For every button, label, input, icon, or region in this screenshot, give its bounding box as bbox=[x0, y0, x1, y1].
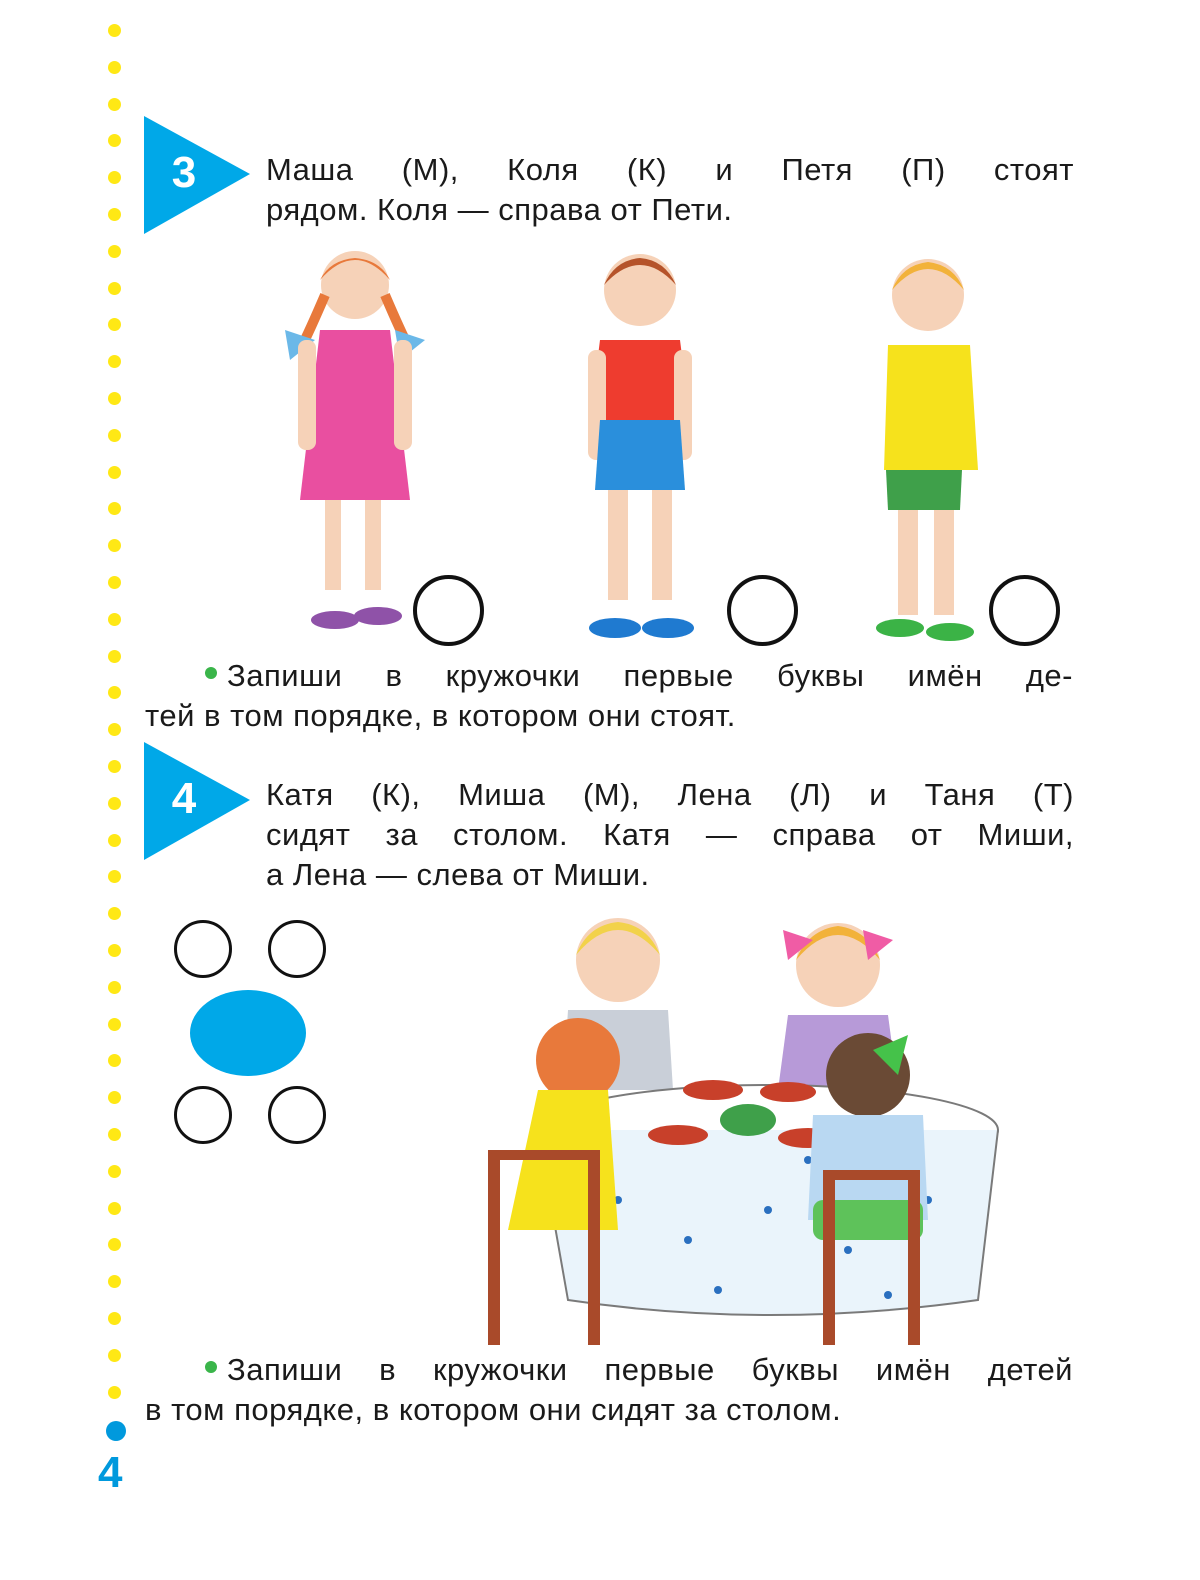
margin-dot bbox=[108, 208, 121, 221]
margin-dot bbox=[108, 1054, 121, 1067]
margin-dot bbox=[108, 1238, 121, 1251]
bullet-dot-icon bbox=[205, 1361, 217, 1373]
page-number-dot bbox=[106, 1421, 126, 1441]
answer-circle[interactable] bbox=[174, 920, 232, 978]
instruction-line: Запиши в кружочки первые буквы имён детей bbox=[227, 1352, 1073, 1387]
margin-dot bbox=[108, 760, 121, 773]
margin-dot bbox=[108, 98, 121, 111]
task-number: 3 bbox=[171, 148, 197, 197]
margin-dot bbox=[108, 907, 121, 920]
answer-circle[interactable] bbox=[268, 1086, 326, 1144]
task-3-text bbox=[266, 150, 1074, 230]
margin-dot bbox=[108, 1386, 121, 1399]
margin-dot bbox=[108, 650, 121, 663]
boy-kolya-figure bbox=[588, 254, 694, 638]
margin-dot bbox=[108, 502, 121, 515]
margin-dot bbox=[108, 576, 121, 589]
margin-dot bbox=[108, 171, 121, 184]
text-line: сидят за столом. Катя — справа от Миши, bbox=[266, 817, 1074, 852]
margin-dot bbox=[108, 1128, 121, 1141]
margin-dot bbox=[108, 1312, 121, 1325]
margin-dot bbox=[108, 797, 121, 810]
margin-dot bbox=[108, 1275, 121, 1288]
instruction-line: в том порядке, в котором они сидят за столом. bbox=[145, 1392, 842, 1427]
answer-circle[interactable] bbox=[174, 1086, 232, 1144]
margin-dot bbox=[108, 834, 121, 847]
margin-dot bbox=[108, 392, 121, 405]
margin-dot bbox=[108, 245, 121, 258]
margin-dot bbox=[108, 723, 121, 736]
bullet-dot-icon bbox=[205, 667, 217, 679]
task-3-instruction bbox=[145, 656, 1073, 736]
task-3-badge bbox=[144, 116, 254, 236]
margin-dot bbox=[108, 134, 121, 147]
margin-dot bbox=[108, 1165, 121, 1178]
margin-dot bbox=[108, 686, 121, 699]
text-line: а Лена — слева от Миши. bbox=[266, 857, 650, 892]
margin-dot bbox=[108, 981, 121, 994]
task-4-badge bbox=[144, 742, 254, 862]
task-number: 4 bbox=[171, 774, 197, 823]
table-shape bbox=[190, 990, 306, 1076]
answer-circle[interactable] bbox=[727, 575, 798, 646]
margin-dot bbox=[108, 1091, 121, 1104]
margin-dot bbox=[108, 466, 121, 479]
text-line: рядом. Коля — справа от Пети. bbox=[266, 192, 733, 227]
margin-dot bbox=[108, 1202, 121, 1215]
margin-dot bbox=[108, 318, 121, 331]
answer-circle[interactable] bbox=[413, 575, 484, 646]
margin-dot bbox=[108, 944, 121, 957]
girl-masha-figure bbox=[285, 251, 425, 629]
margin-dot bbox=[108, 1018, 121, 1031]
margin-dot bbox=[108, 355, 121, 368]
task-4-text bbox=[266, 775, 1074, 895]
margin-dot bbox=[108, 539, 121, 552]
instruction-line: тей в том порядке, в котором они стоят. bbox=[145, 698, 736, 733]
text-line: Катя (К), Миша (М), Лена (Л) и Таня (Т) bbox=[266, 777, 1074, 812]
task-4-instruction bbox=[145, 1350, 1073, 1430]
page-number: 4 bbox=[98, 1448, 123, 1497]
answer-circle[interactable] bbox=[268, 920, 326, 978]
boy-petya-figure bbox=[876, 259, 978, 641]
text-line: Маша (М), Коля (К) и Петя (П) стоят bbox=[266, 152, 1074, 187]
margin-dot bbox=[108, 1349, 121, 1362]
answer-circle[interactable] bbox=[989, 575, 1060, 646]
margin-dot bbox=[108, 282, 121, 295]
children-standing-illustration bbox=[270, 240, 990, 650]
margin-dot bbox=[108, 429, 121, 442]
margin-dot bbox=[108, 24, 121, 37]
margin-dot bbox=[108, 870, 121, 883]
instruction-line: Запиши в кружочки первые буквы имён де- bbox=[227, 658, 1073, 693]
margin-dot bbox=[108, 613, 121, 626]
children-at-table-illustration bbox=[468, 900, 1008, 1345]
margin-dot bbox=[108, 61, 121, 74]
dotted-margin bbox=[108, 24, 124, 1414]
